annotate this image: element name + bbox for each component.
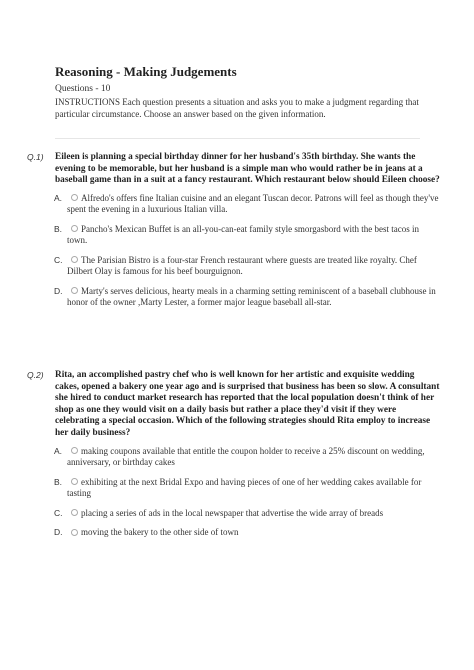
option-d[interactable] (55, 527, 440, 539)
option-letter: C. (54, 507, 63, 518)
option-letter: D. (54, 527, 63, 538)
radio-button[interactable] (71, 256, 78, 263)
question-text: Eileen is planning a special birthday dinner for her husband's 35th birthday. She wants the evening to be memorable, but her husband is a simple man who would rather be in jeans at a baseball game than in a suit at a fancy restaurant. Which restaurant below should Eileen choose? (55, 152, 440, 186)
option-letter: C. (54, 254, 63, 265)
option-letter: B. (54, 223, 63, 234)
option-text: Marty's serves delicious, hearty meals in a charming setting reminiscent of a baseball clubhouse in honor of the owner ,Marty Lester, a former major league baseball all-star. (67, 285, 436, 308)
option-b[interactable] (55, 224, 440, 247)
options-list (55, 446, 440, 539)
radio-button[interactable] (71, 287, 78, 294)
option-text: placing a series of ads in the local newspaper that advertise the wide array of breads (81, 507, 384, 518)
options-list (55, 193, 440, 309)
radio-button[interactable] (71, 478, 78, 485)
document-header (55, 64, 425, 120)
option-text: moving the bakery to the other side of town (81, 527, 239, 538)
option-text: making coupons available that entitle the coupon holder to receive a 25% discount on wedding, anniversary, or birthday cakes (67, 445, 425, 468)
question-text: Rita, an accomplished pastry chef who is well known for her artistic and exquisite wedding cakes, opened a bakery one year ago and is surprised that business has been so slow. A consultant she hired to conduct market research has reported that the local population doesn't think of her shop as one they would visit on a daily basis but rather a place they'd visit if they were celebrating a special occasion. Which of the following strategies should Rita employ to increase her daily business? (55, 370, 440, 438)
option-letter: A. (54, 445, 63, 456)
radio-button[interactable] (71, 529, 78, 536)
question-number: Q.1) (27, 152, 44, 162)
instructions: INSTRUCTIONS Each question presents a situation and asks you to make a judgment regarding that particular circumstance. Choose an answer based on the given information. (55, 97, 419, 119)
option-c[interactable] (55, 255, 440, 278)
option-text: Pancho's Mexican Buffet is an all-you-can-eat family style smorgasbord with the best tacos in town. (67, 223, 419, 246)
option-letter: D. (54, 285, 63, 296)
option-text: exhibiting at the next Bridal Expo and having pieces of one of her wedding cakes available for tasting (67, 476, 422, 499)
radio-button[interactable] (71, 509, 78, 516)
page-title: Reasoning - Making Judgements (55, 64, 237, 79)
option-d[interactable] (55, 286, 440, 309)
option-a[interactable] (55, 193, 440, 216)
question-1 (27, 152, 447, 317)
question-count: Questions - 10 (55, 84, 111, 94)
radio-button[interactable] (71, 225, 78, 232)
question-number: Q.2) (27, 370, 44, 380)
option-text: The Parisian Bistro is a four-star French restaurant where guests are treated like royalty. Chef Dilbert Olay is famous for his beef bourguignon. (67, 254, 417, 277)
question-2 (27, 370, 447, 547)
radio-button[interactable] (71, 447, 78, 454)
option-b[interactable] (55, 477, 440, 500)
radio-button[interactable] (71, 194, 78, 201)
divider (55, 138, 420, 139)
option-letter: A. (54, 192, 63, 203)
option-letter: B. (54, 476, 63, 487)
option-c[interactable] (55, 508, 440, 520)
option-a[interactable] (55, 446, 440, 469)
option-text: Alfredo's offers fine Italian cuisine and an elegant Tuscan decor. Patrons will feel as though they've spent the evening in a luxurious Italian villa. (67, 192, 439, 215)
